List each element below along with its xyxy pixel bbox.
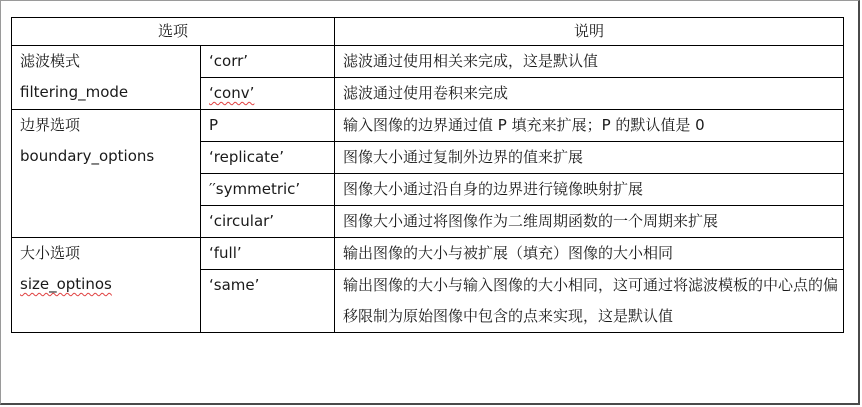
table-row xyxy=(12,238,844,270)
group-label-en xyxy=(20,269,200,300)
table-row xyxy=(12,46,844,78)
group-label-cn: 滤波模式 xyxy=(20,52,81,70)
option-description: 图像大小通过将图像作为二维周期函数的一个周期来扩展 xyxy=(335,206,844,238)
option-value-text: ‘conv’ xyxy=(209,84,255,102)
option-value: ‘full’ xyxy=(201,238,335,270)
option-value: ‘replicate’ xyxy=(201,142,335,174)
option-description: 输出图像的大小与输入图像的大小相同，这可通过将滤波模板的中心点的偏移限制为原始图像中包含的点来实现，这是默认值 xyxy=(335,270,844,333)
option-description: 图像大小通过沿自身的边界进行镜像映射扩展 xyxy=(335,174,844,206)
option-description: 图像大小通过复制外边界的值来扩展 xyxy=(335,142,844,174)
table-row xyxy=(12,110,844,142)
option-description: 滤波通过使用卷积来完成 xyxy=(335,78,844,110)
header-option: 选项 xyxy=(12,18,335,46)
option-value: ‘same’ xyxy=(201,270,335,333)
group-label-en-text: size_optinos xyxy=(20,275,112,293)
header-row xyxy=(12,18,844,46)
group-label-en: boundary_options xyxy=(20,147,155,165)
option-description: 输出图像的大小与被扩展（填充）图像的大小相同 xyxy=(335,238,844,270)
option-value: P xyxy=(201,110,335,142)
group-filtering-mode xyxy=(12,46,201,110)
group-boundary-options xyxy=(12,110,201,238)
option-value: ′′symmetric’ xyxy=(201,174,335,206)
option-description: 滤波通过使用相关来完成，这是默认值 xyxy=(335,46,844,78)
option-description: 输入图像的边界通过值 P 填充来扩展；P 的默认值是 0 xyxy=(335,110,844,142)
options-table xyxy=(11,17,844,333)
header-description: 说明 xyxy=(335,18,844,46)
group-label-en: filtering_mode xyxy=(20,83,129,101)
group-size-options xyxy=(12,238,201,333)
group-label-cn: 大小选项 xyxy=(20,244,81,262)
option-value: ‘corr’ xyxy=(201,46,335,78)
option-value xyxy=(201,78,335,110)
group-label-cn: 边界选项 xyxy=(20,116,81,134)
option-value: ‘circular’ xyxy=(201,206,335,238)
